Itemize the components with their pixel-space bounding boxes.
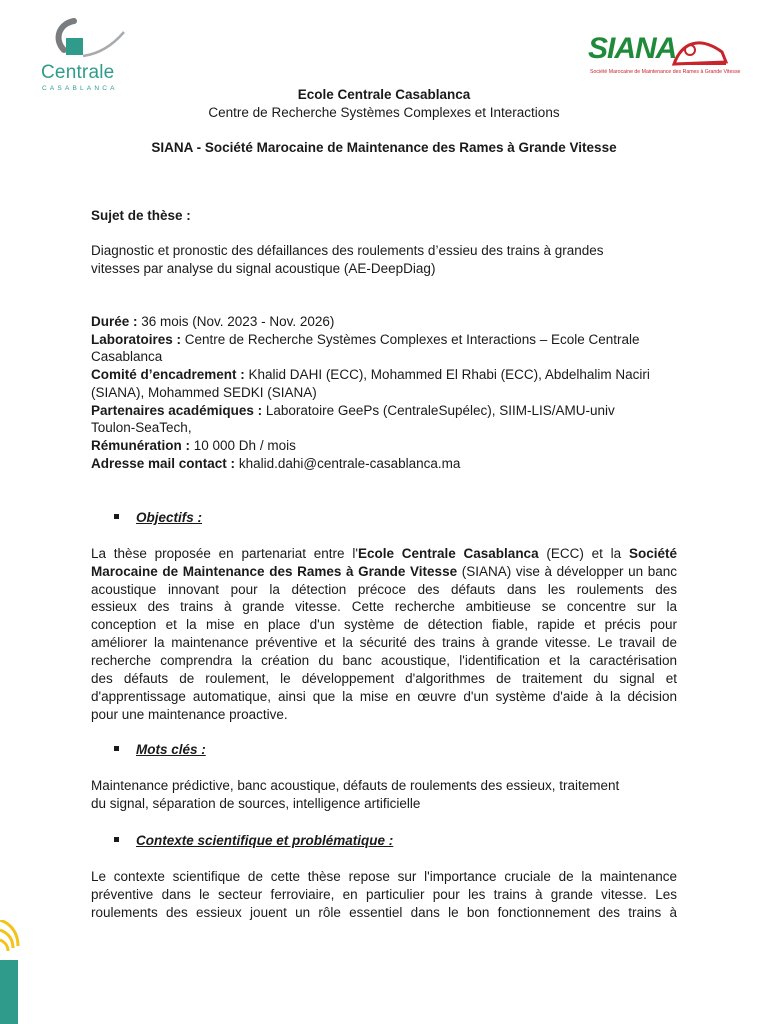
siana-logo-word: SIANA [588, 32, 677, 65]
objectifs-line-4: essieux des trains à grande vitesse. Cette recherche ambitieuse se concentre sur la [91, 599, 677, 614]
motscles-line-1: Maintenance prédictive, banc acoustique, défauts de roulements des essieux, traitement [91, 778, 620, 793]
objectifs-line-1: La thèse proposée en partenariat entre l'Ecole Centrale Casablanca (ECC) et la Société [91, 546, 677, 561]
centrale-logo-sub: CASABLANCA [42, 85, 118, 92]
salary-label: Rémunération : [91, 438, 191, 453]
partner-name: SIANA - Société Marocaine de Maintenance des Rames à Grande Vitesse [151, 140, 617, 155]
objectifs-line-7: recherche comprendra la création du banc acoustique, l'identification et la caractérisation [91, 653, 677, 668]
lab-name: Centre de Recherche Systèmes Complexes et Interactions [208, 105, 560, 120]
objectifs-line-5: conception et la mise en place d'un système de détection fiable, rapide et précis pour [91, 617, 677, 632]
duration-value: 36 mois (Nov. 2023 - Nov. 2026) [137, 314, 335, 329]
motscles-heading: Mots clés : [114, 741, 206, 759]
objectifs-line-8: des défauts de roulement, le développement d'algorithmes de traitement du signal et [91, 671, 677, 686]
duration-label: Durée : [91, 314, 138, 329]
labs-label: Laboratoires : [91, 332, 182, 347]
contexte-line-2: préventive dans le secteur ferroviaire, en particulier pour les trains à grande vitesse. Les [91, 887, 677, 902]
objectifs-line-3: acoustique innovant pour la détection précoce des défauts dans les roulements des [91, 582, 677, 597]
partners-line [91, 402, 677, 420]
partners-line-2: Toulon-SeaTech, [91, 420, 192, 435]
subject-label: Sujet de thèse : [91, 208, 191, 223]
bullet-square-icon [114, 746, 119, 751]
duration-line [91, 313, 677, 331]
siana-train-icon [652, 34, 728, 68]
subject-title-line-1: Diagnostic et pronostic des défaillances des roulements d’essieu des trains à grandes [91, 243, 604, 258]
partners-value: Laboratoire GeePs (CentraleSupélec), SIIM-LIS/AMU-univ [262, 403, 615, 418]
subject-title-line-2: vitesses par analyse du signal acoustique (AE-DeepDiag) [91, 261, 436, 276]
bullet-square-icon [114, 837, 119, 842]
objectifs-line-2: Marocaine de Maintenance des Rames à Grande Vitesse (SIANA) vise à développer un banc [91, 564, 678, 579]
motscles-line-2: du signal, séparation de sources, intelligence artificielle [91, 796, 421, 811]
salary-line [91, 437, 677, 455]
objectifs-heading: Objectifs : [114, 509, 202, 527]
centrale-casablanca-logo [40, 18, 130, 96]
objectifs-line-9: d'apprentissage automatique, ainsi que la mise en œuvre d'un système d'aide à la décision [91, 689, 677, 704]
siana-logo [586, 32, 741, 80]
objectifs-line-6: améliorer la maintenance préventive et la sécurité des trains à grande vitesse. Le travail de [91, 635, 677, 650]
committee-value: Khalid DAHI (ECC), Mohammed El Rhabi (ECC), Abdelhalim Naciri [244, 367, 650, 382]
contact-line [91, 455, 677, 473]
school-name: Ecole Centrale Casablanca [297, 87, 471, 102]
partners-label: Partenaires académiques : [91, 403, 263, 418]
contexte-line-3: roulements des essieux jouent un rôle essentiel dans le bon fonctionnement des trains à [91, 905, 677, 920]
centrale-logo-word: Centrale [41, 62, 115, 83]
bullet-square-icon [114, 514, 119, 519]
contexte-heading: Contexte scientifique et problématique : [114, 832, 393, 850]
siana-logo-tagline: Société Marocaine de Maintenance des Rames à Grande Vitesse [590, 69, 741, 75]
salary-value: 10 000 Dh / mois [190, 438, 296, 453]
contexte-line-1: Le contexte scientifique de cette thèse repose sur l'importance cruciale de la maintenance [91, 869, 677, 884]
centrale-arc-icon [40, 18, 130, 64]
committee-label: Comité d’encadrement : [91, 367, 245, 382]
committee-line [91, 366, 677, 384]
contact-email: khalid.dahi@centrale-casablanca.ma [235, 456, 461, 471]
labs-line [91, 331, 677, 349]
labs-line-2: Casablanca [91, 349, 163, 364]
corner-decoration-icon [0, 920, 20, 1024]
labs-value: Centre de Recherche Systèmes Complexes et Interactions – Ecole Centrale [181, 332, 640, 347]
objectifs-line-10: pour une maintenance proactive. [91, 707, 288, 722]
committee-line-2: (SIANA), Mohammed SEDKI (SIANA) [91, 385, 317, 400]
contact-label: Adresse mail contact : [91, 456, 236, 471]
